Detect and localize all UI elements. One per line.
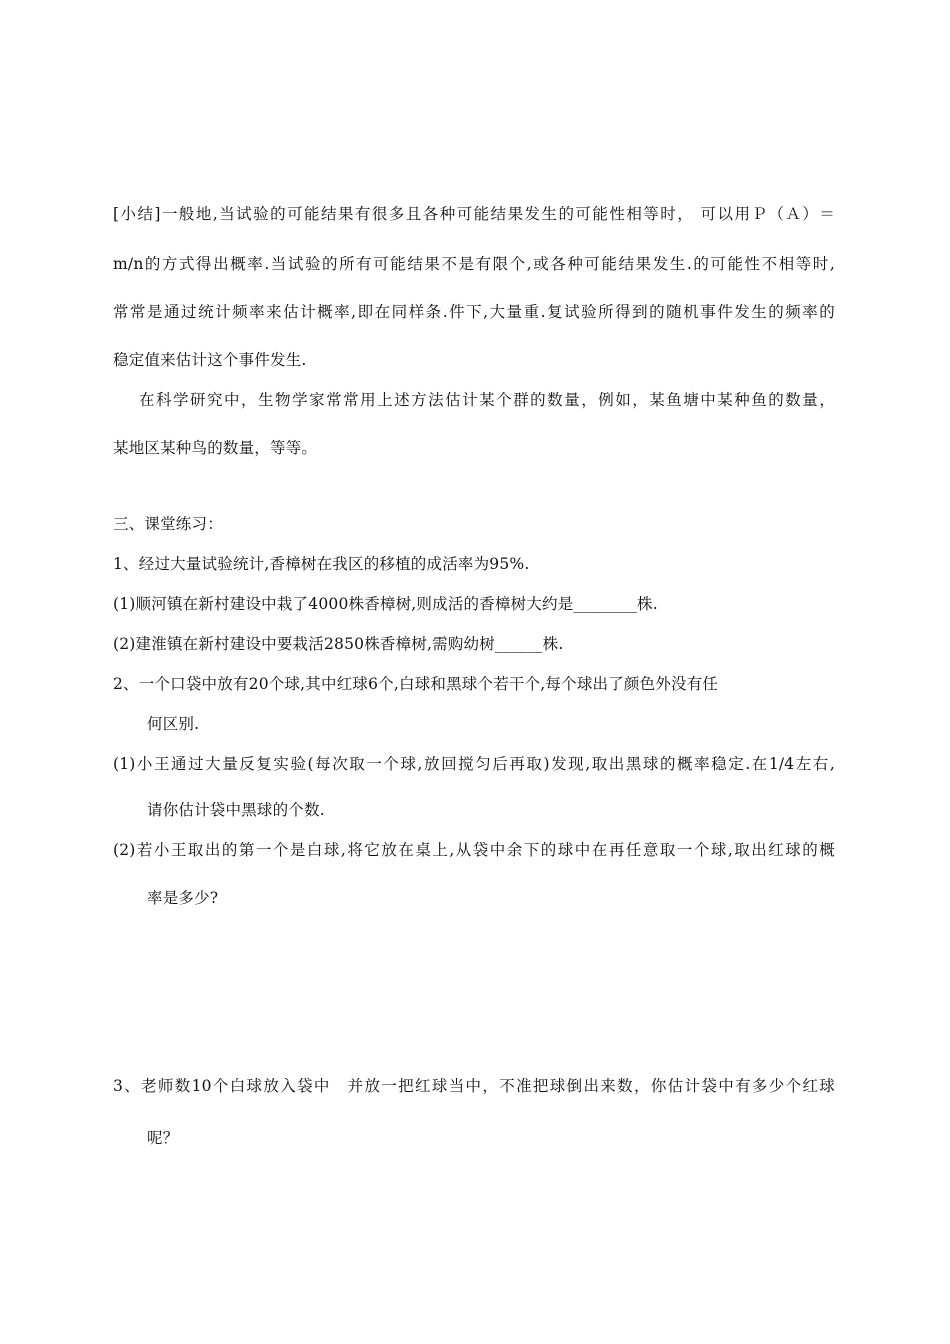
question-2-part-2-line-1: (2)若小王取出的第一个是白球,将它放在桌上,从袋中余下的球中在再任意取一个球,取出红球的概: [113, 841, 835, 859]
summary-line-2: m/n的方式得出概率.当试验的所有可能结果不是有限个,或各种可能结果发生.的可能性不相等时,: [113, 255, 835, 273]
question-3-line-2: 呢？: [147, 1129, 179, 1147]
question-1-part-2: (2)建淮镇在新村建设中要栽活2850株香樟树,需购幼树______株.: [113, 635, 564, 653]
question-1: 1、经过大量试验统计,香樟树在我区的移植的成活率为95%.: [113, 555, 530, 573]
summary-line-3: 常常是通过统计频率来估计概率,即在同样条.件下,大量重.复试验所得到的随机事件发生的频率的: [113, 303, 835, 321]
question-2-part-1-line-1: (1)小王通过大量反复实验(每次取一个球,放回搅匀后再取)发现,取出黑球的概率稳定.在1/4左右,: [113, 755, 835, 773]
question-2-line-1: 2、一个口袋中放有20个球,其中红球6个,白球和黑球个若干个,每个球出了颜色外没有任: [113, 675, 719, 693]
summary-line-6: 某地区某种鸟的数量，等等。: [113, 439, 318, 457]
question-2-part-1-line-2: 请你估计袋中黑球的个数.: [147, 801, 325, 819]
question-1-part-1: (1)顺河镇在新村建设中栽了4000株香樟树,则成活的香樟树大约是________株.: [113, 595, 658, 613]
summary-line-5: 在科学研究中，生物学家常常用上述方法估计某个群的数量，例如，某鱼塘中某种鱼的数量，: [139, 391, 835, 409]
question-3-line-1: 3、老师数10个白球放入袋中 并放一把红球当中，不准把球倒出来数，你估计袋中有多少个红球: [113, 1077, 835, 1095]
question-2-part-2-line-2: 率是多少?: [147, 889, 219, 907]
summary-line-1: [小结]一般地,当试验的可能结果有很多且各种可能结果发生的可能性相等时， 可以用Ｐ（Ａ）＝: [113, 205, 835, 223]
summary-line-4: 稳定值来估计这个事件发生.: [113, 351, 307, 369]
question-2-line-2: 何区别.: [147, 715, 200, 733]
exercise-heading: 三、课堂练习：: [113, 515, 223, 533]
